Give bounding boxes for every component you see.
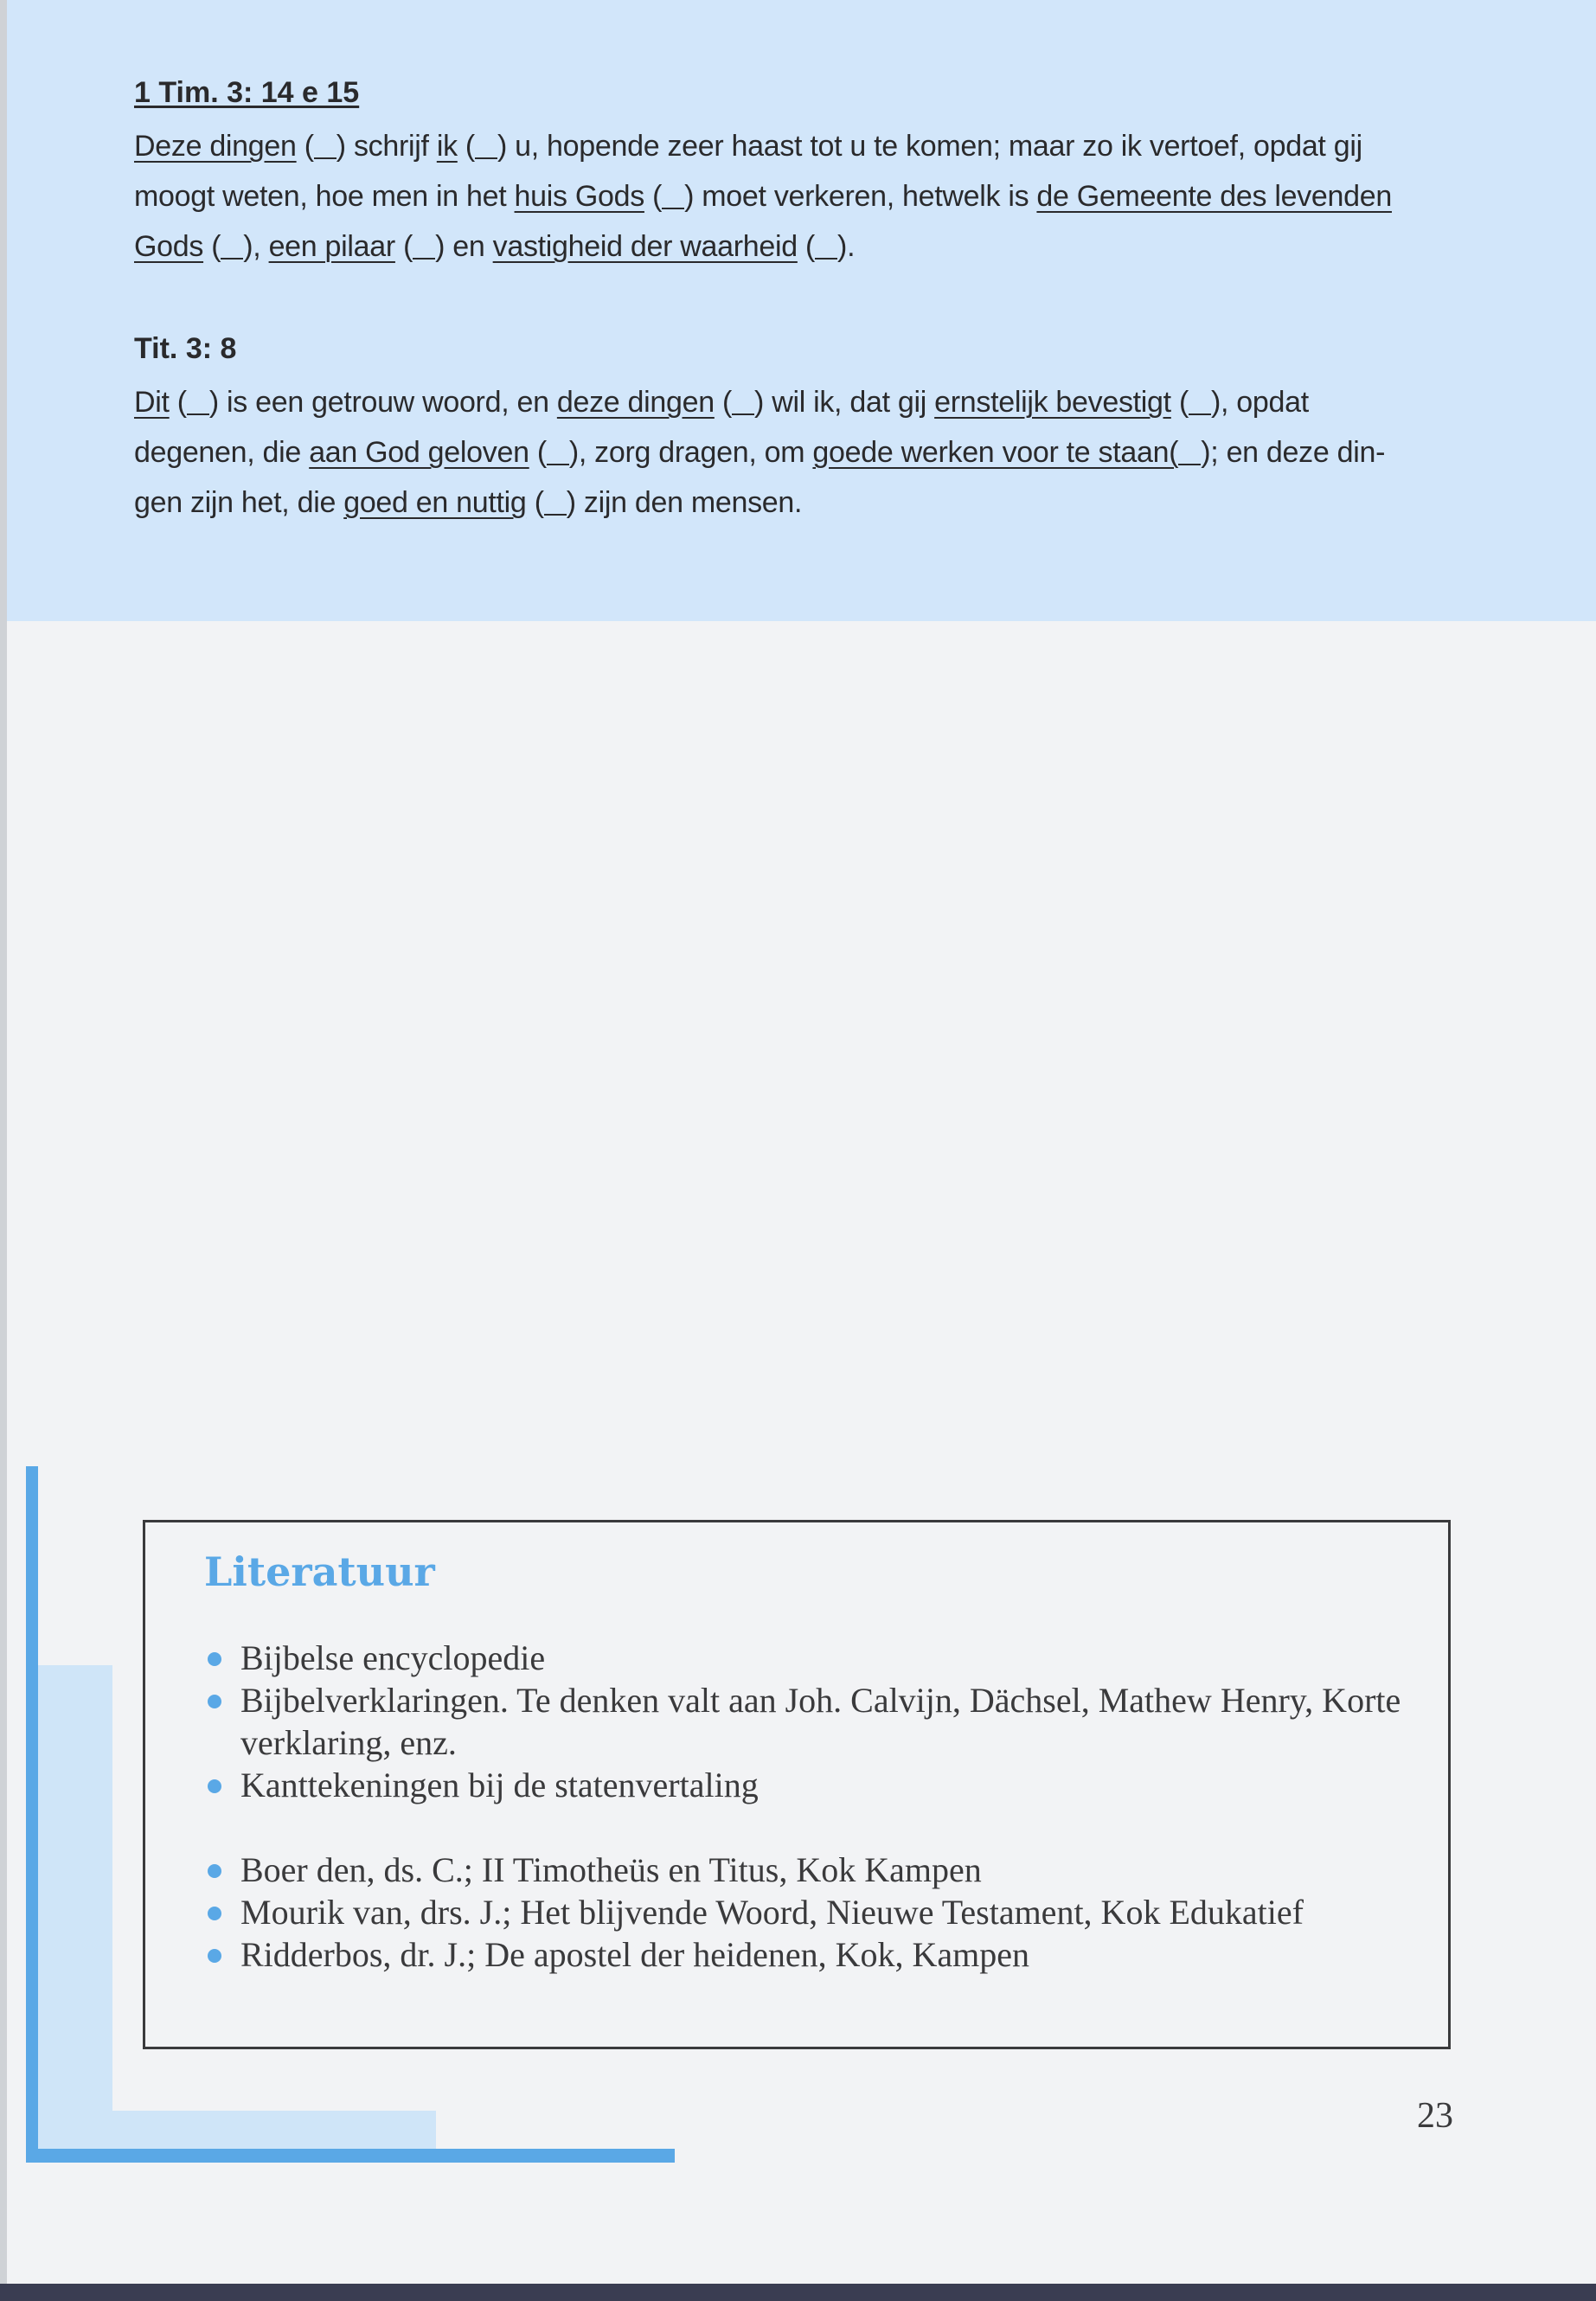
literature-title: Literatuur <box>204 1548 435 1595</box>
verse-line: Gods ( ), een pilaar ( ) en vastigheid der waarheid ( ). <box>134 230 856 263</box>
scripture-text-tim <box>134 121 1484 272</box>
verse-line: Dit ( ) is een getrouw woord, en deze dingen ( ) wil ik, dat gij ernstelijk bevestigt ( ), opdat <box>134 386 1309 419</box>
list-item <box>204 1679 1415 1764</box>
page-number: 23 <box>1417 2096 1453 2136</box>
answer-blank[interactable] <box>1178 438 1201 465</box>
answer-blank[interactable] <box>547 438 569 465</box>
list-item <box>204 1933 1415 1976</box>
scripture-text-tit <box>134 377 1484 528</box>
scripture-block-tim <box>134 74 1484 272</box>
decorative-horizontal-bar <box>26 2149 675 2163</box>
verse-line: Deze dingen ( ) schrijf ik ( ) u, hopende zeer haast tot u te komen; maar zo ik vertoef, opdat gij <box>134 130 1362 163</box>
verse-text: en <box>445 230 493 263</box>
underlined-phrase: Gods <box>134 230 204 263</box>
verse-text: u, hopende zeer haast tot u te komen; maar zo ik vertoef, opdat gij <box>506 130 1362 163</box>
verse-text: ); en deze din- <box>1201 436 1386 469</box>
verse-text: , <box>253 230 269 263</box>
list-item-text: Ridderbos, dr. J.; De apostel der heidenen, Kok, Kampen <box>240 1935 1030 1974</box>
page-bottom-edge <box>0 2284 1596 2301</box>
underlined-phrase: ernstelijk bevestigt <box>934 386 1171 419</box>
bullet-icon <box>208 1864 221 1878</box>
underlined-phrase: vastigheid der waarheid <box>492 230 798 263</box>
answer-blank[interactable] <box>221 232 243 260</box>
answer-blank[interactable] <box>314 131 337 159</box>
verse-text: degenen, die <box>134 436 310 469</box>
decorative-vertical-bar <box>26 1466 38 2163</box>
list-item <box>204 1637 1415 1679</box>
answer-blank[interactable] <box>475 131 497 159</box>
page-edge <box>0 0 7 2301</box>
verse-line: moogt weten, hoe men in het huis Gods ( ) moet verkeren, hetwelk is de Gemeente des levenden <box>134 180 1392 213</box>
answer-blank[interactable] <box>187 388 209 415</box>
list-item <box>204 1764 1415 1806</box>
bullet-icon <box>208 1779 221 1793</box>
verse-text: , opdat <box>1221 386 1309 419</box>
underlined-phrase: een pilaar <box>268 230 395 263</box>
literature-box <box>143 1520 1451 2049</box>
verse-line: gen zijn het, die goed en nuttig ( ) zijn den mensen. <box>134 486 803 519</box>
list-item-text: Boer den, ds. C.; II Timotheüs en Titus, Kok Kampen <box>240 1850 982 1889</box>
scripture-reference-tim: 1 Tim. 3: 14 e 15 <box>134 76 360 109</box>
bullet-icon <box>208 1695 221 1708</box>
list-item <box>204 1849 1415 1891</box>
list-item-text: Bijbelse encyclopedie <box>240 1638 546 1677</box>
underlined-phrase: Deze dingen <box>134 130 297 163</box>
verse-text: is een getrouw woord, en <box>218 386 557 419</box>
answer-blank[interactable] <box>1189 388 1211 415</box>
underlined-phrase: deze dingen <box>556 386 715 419</box>
answer-blank[interactable] <box>544 488 567 516</box>
underlined-phrase: aan God geloven <box>309 436 529 469</box>
decorative-panel <box>38 1665 112 2111</box>
verse-line: degenen, die aan God geloven ( ), zorg dragen, om goede werken voor te staan( ); en deze din- <box>134 436 1386 469</box>
scripture-block-tit <box>134 330 1484 528</box>
answer-blank[interactable] <box>732 388 754 415</box>
bullet-icon <box>208 1652 221 1666</box>
answer-blank[interactable] <box>662 182 684 209</box>
bullet-icon <box>208 1949 221 1963</box>
list-item-text: Kanttekeningen bij de statenvertaling <box>240 1766 759 1804</box>
verse-text: , zorg dragen, om <box>578 436 813 469</box>
bullet-icon <box>208 1907 221 1920</box>
verse-text: wil ik, dat gij <box>764 386 935 419</box>
decorative-panel <box>38 2111 436 2149</box>
verse-text: moogt weten, hoe men in het <box>134 180 515 213</box>
underlined-phrase: goed en nuttig <box>343 486 527 519</box>
answer-blank[interactable] <box>815 232 837 260</box>
verse-text: moet verkeren, hetwelk is <box>694 180 1037 213</box>
literature-list <box>204 1637 1415 1976</box>
answer-blank[interactable] <box>413 232 435 260</box>
underlined-phrase: goede werken voor te staan( <box>812 436 1179 469</box>
underlined-phrase: Dit <box>134 386 170 419</box>
underlined-phrase: ik <box>436 130 458 163</box>
list-item <box>204 1891 1415 1933</box>
underlined-phrase: huis Gods <box>514 180 644 213</box>
list-item-text: Bijbelverklaringen. Te denken valt aan Joh. Calvijn, Dächsel, Mathew Henry, Korte verklaring, enz. <box>240 1681 1401 1762</box>
underlined-phrase: de Gemeente des levenden <box>1036 180 1392 213</box>
list-item-text: Mourik van, drs. J.; Het blijvende Woord, Nieuwe Testament, Kok Edukatief <box>240 1893 1304 1932</box>
verse-text: zijn den mensen. <box>575 486 803 519</box>
verse-text: . <box>847 230 856 263</box>
scripture-reference-tit: Tit. 3: 8 <box>134 332 237 365</box>
verse-text: schrijf <box>345 130 437 163</box>
verse-text: gen zijn het, die <box>134 486 344 519</box>
